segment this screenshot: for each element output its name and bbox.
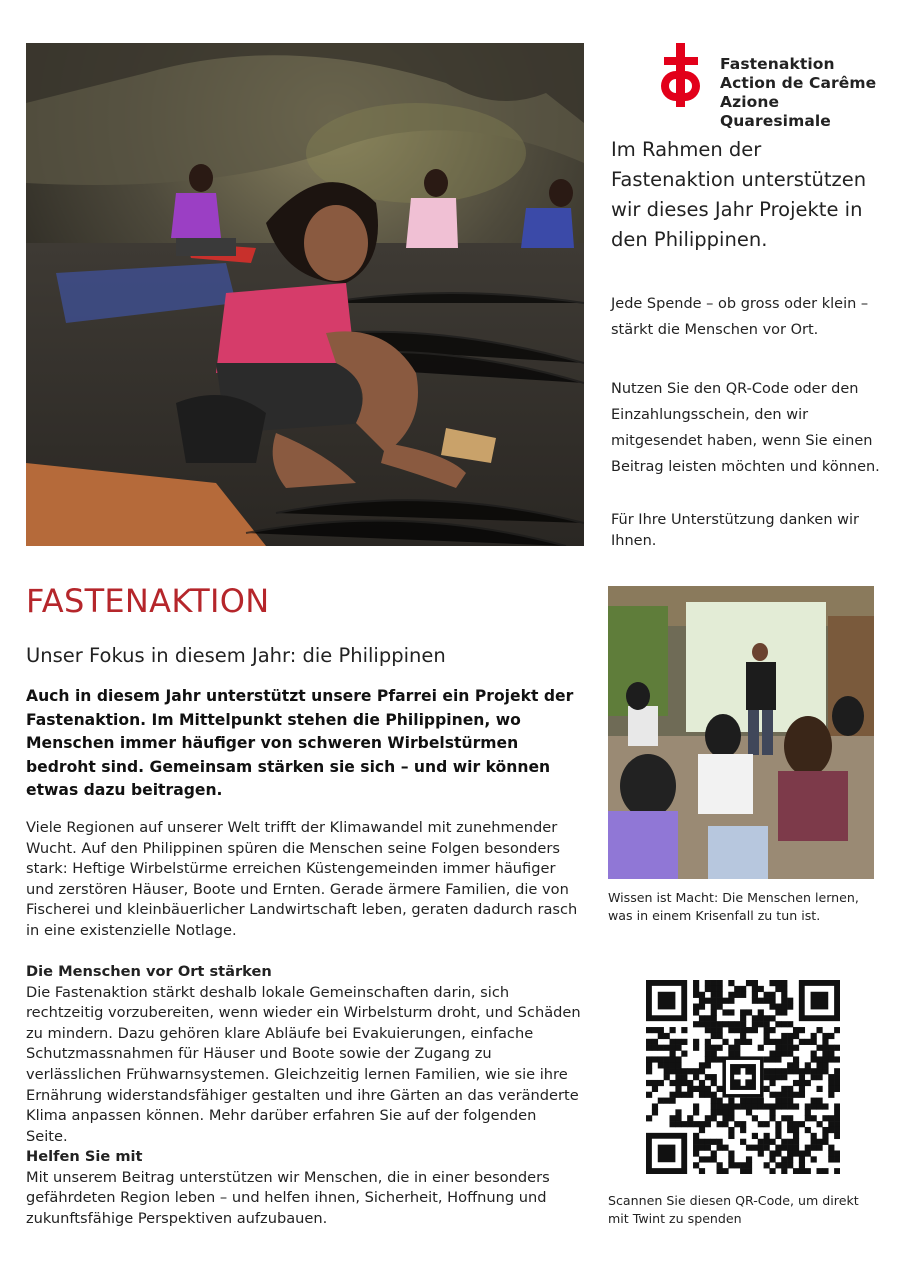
- weaving-photo: [26, 43, 584, 546]
- article-subheading: Unser Fokus in diesem Jahr: die Philippinen: [26, 644, 446, 667]
- donation-note: Jede Spende – ob gross oder klein – stärkt die Menschen vor Ort.: [611, 296, 869, 338]
- training-photo-illustration: [608, 586, 874, 879]
- section-text-strengthen: Die Fastenaktion stärkt deshalb lokale Gemeinschaften darin, sich rechtzeitig vorzubereiten, wenn wieder ein Wirbelsturm droht, und Schäden zu mindern. Dazu gehören klare Abläufe bei Evakuierungen, einfache Schutzmassnahmen für Häuser und Boote sowie der Zugang zu verlässlichen Frühwarnsystemen. Gleichzeitig lernen Familien, wie sie ihre Ernährung widerstandsfähiger gestalten und ihre Gärten an das veränderte Klima anpassen können. Mehr darüber erfahren Sie auf der folgenden Seite.: [26, 983, 581, 1145]
- section-help: [26, 1147, 582, 1229]
- fastenaktion-logo: [654, 43, 884, 130]
- article-lead: Auch in diesem Jahr unterstützt unsere Pfarrei ein Projekt der Fastenaktion. Im Mittelpunkt stehen die Philippinen, wo Menschen immer häufiger von schweren Wirbelstürmen bedroht sind. Gemeinsam stärken sie sich – und wir können etwas dazu beitragen.: [26, 687, 574, 799]
- intro-text: Im Rahmen der Fastenaktion unterstützen wir dieses Jahr Projekte in den Philippinen.: [611, 138, 867, 251]
- training-photo-caption: Wissen ist Macht: Die Menschen lernen, was in einem Krisenfall zu tun ist.: [608, 890, 859, 923]
- section-text-help: Mit unserem Beitrag unterstützen wir Menschen, die in einer besonders gefährdeten Region leben – und helfen ihnen, Sicherheit, Hoffnung und zukunftsfähige Perspektiven aufzubauen.: [26, 1168, 550, 1227]
- logo-line-de: Fastenaktion: [720, 55, 835, 73]
- thanks-note: Für Ihre Unterstützung danken wir Ihnen.: [611, 512, 859, 549]
- section-title-help: Helfen Sie mit: [26, 1148, 143, 1165]
- qr-code-icon: [646, 980, 840, 1174]
- qr-instruction: Nutzen Sie den QR-Code oder den Einzahlungsschein, den wir mitgesendet haben, wenn Sie einen Beitrag leisten möchten und können.: [611, 381, 880, 475]
- qr-caption: Scannen Sie diesen QR-Code, um direkt mit Twint zu spenden: [608, 1193, 859, 1226]
- section-title-strengthen: Die Menschen vor Ort stärken: [26, 963, 272, 980]
- article-heading: FASTENAKTION: [26, 582, 270, 620]
- cross-heart-icon: [654, 43, 710, 107]
- logo-wordmark: [720, 55, 884, 131]
- training-photo: [608, 586, 874, 879]
- section-strengthen: [26, 962, 582, 1147]
- weaving-photo-illustration: [26, 43, 584, 546]
- logo-line-it: Azione Quaresimale: [720, 93, 831, 130]
- twint-qr-code[interactable]: [646, 980, 840, 1174]
- article-paragraph-1: Viele Regionen auf unserer Welt trifft der Klimawandel mit zunehmender Wucht. Auf den Philippinen spüren die Menschen seine Folgen besonders stark: Heftige Wirbelstürme erreichen Küstengemeinden immer häufiger und zerstören Häuser, Boote und Ernten. Gerade ärmere Familien, die von Fischerei und kleinbäuerlicher Landwirtschaft leben, geraten dadurch rasch in eine existenzielle Notlage.: [26, 819, 578, 939]
- logo-line-fr: Action de Carême: [720, 74, 877, 92]
